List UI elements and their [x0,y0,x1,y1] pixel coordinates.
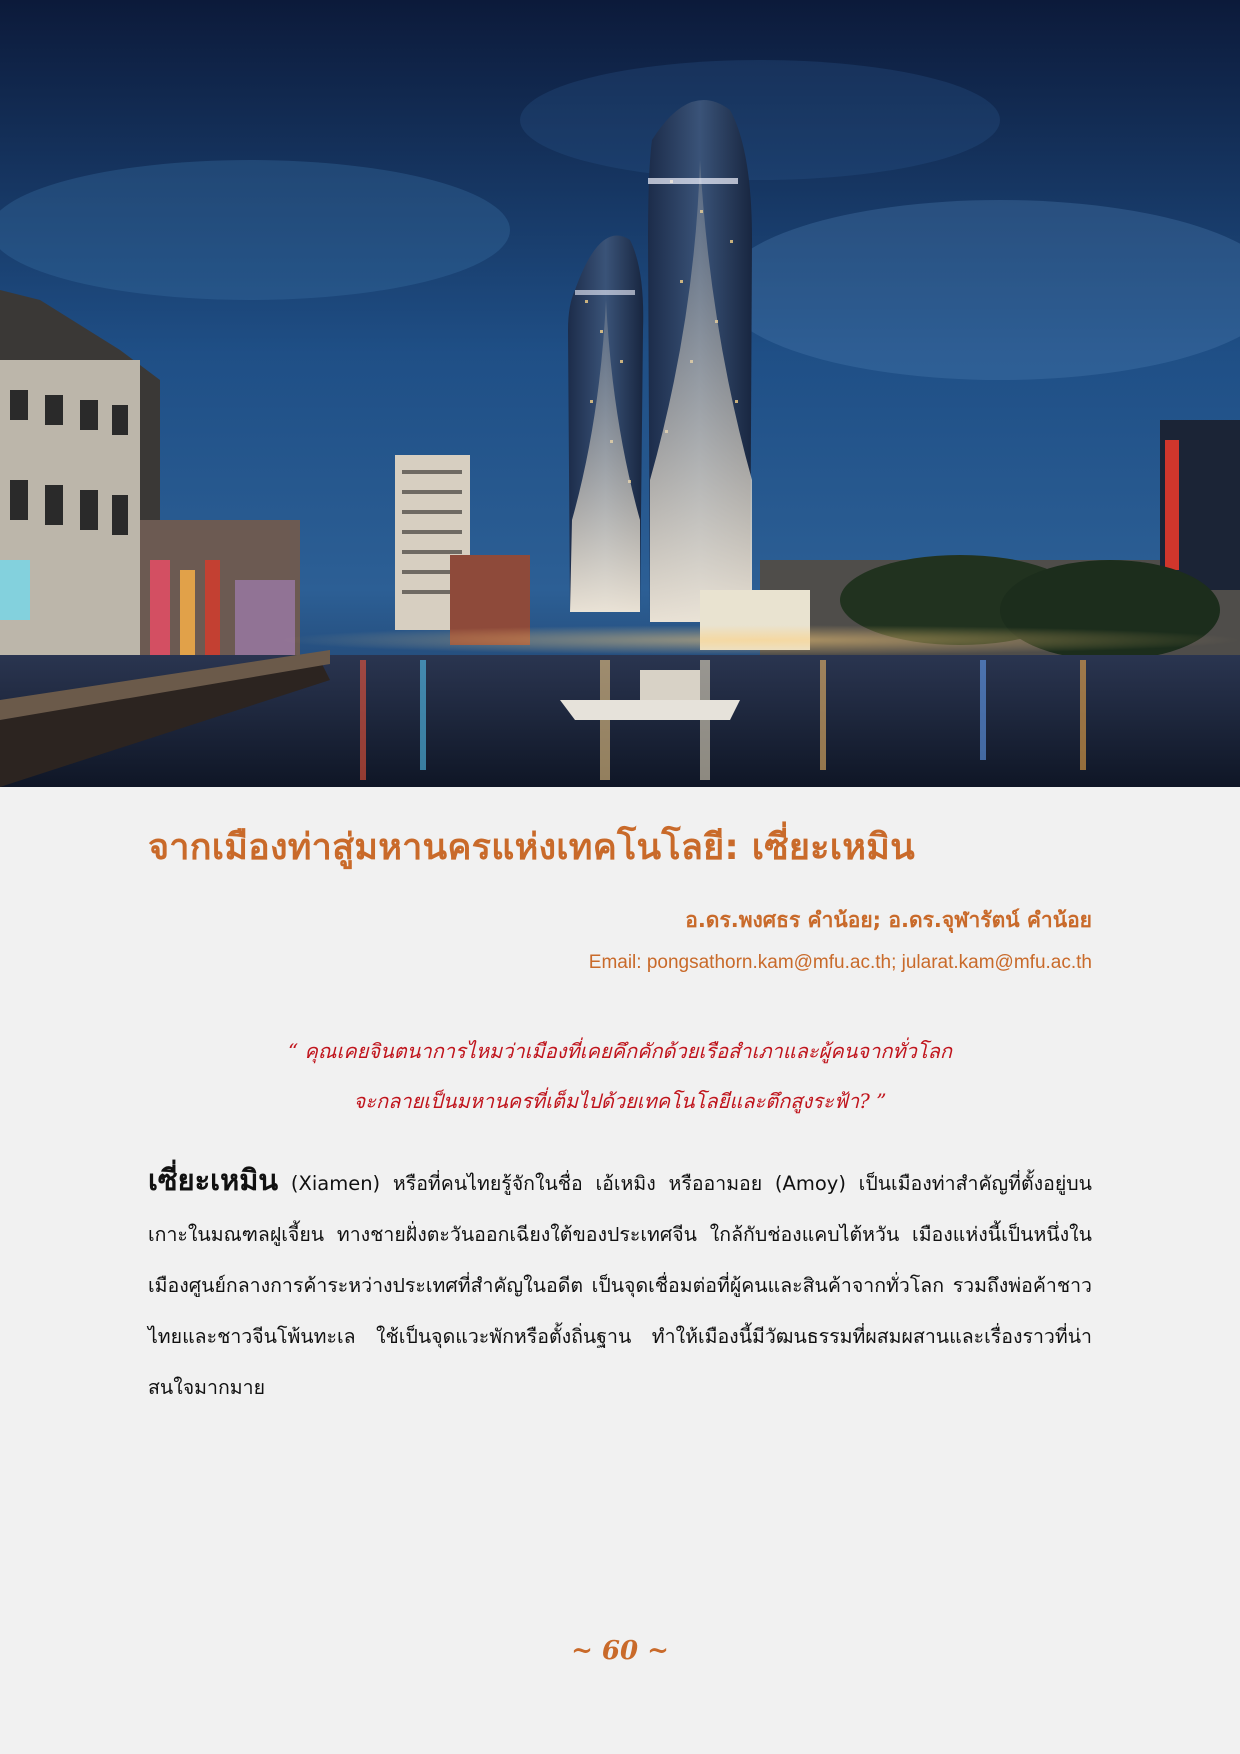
page-number: ~ 60 ~ [571,1636,669,1666]
article-authors: อ.ดร.พงศธร คำน้อย; อ.ดร.จุฬารัตน์ คำน้อย [685,908,1092,932]
article-title: จากเมืองท่าสู่มหานครแห่งเทคโนโลยี: เซี่ยะเหมิน [148,827,915,868]
body-paragraph: (Xiamen) หรือที่คนไทยรู้จักในชื่อ เอ้เหมิง หรืออามอย (Amoy) เป็นเมืองท่าสำคัญที่ตั้งอยู่บนเกาะในมณฑลฝูเจี้ยน ทางชายฝั่งตะวันออกเฉียงใต้ของประเทศจีน ใกล้กับช่องแคบไต้หวัน เมืองแห่งนี้เป็นหนึ่งในเมืองศูนย์กลางการค้าระหว่างประเทศที่สำคัญในอดีต เป็นจุดเชื่อมต่อที่ผู้คนและสินค้าจากทั่วโลก รวมถึงพ่อค้าชาวไทยและชาวจีนโพ้นทะเล ใช้เป็นจุดแวะพักหรือตั้งถิ่นฐาน ทำให้เมืองนี้มีวัฒนธรรมที่ผสมผสานและเรื่องราวที่น่าสนใจมากมาย [148,1172,1092,1399]
article-body [148,1155,1092,1413]
pull-quote-line-2: จะกลายเป็นมหานครที่เต็มไปด้วยเทคโนโลยีและตึกสูงระฟ้า? ” [353,1089,887,1113]
author-email: Email: pongsathorn.kam@mfu.ac.th; jularat.kam@mfu.ac.th [588,952,1092,973]
lead-word: เซี่ยะเหมิน [148,1163,279,1197]
pull-quote-line-1: “ คุณเคยจินตนาการไหมว่าเมืองที่เคยคึกคักด้วยเรือสำเภาและผู้คนจากทั่วโลก [287,1039,953,1063]
hero-photo [0,0,1240,787]
city-night-skyline-image [0,0,1240,787]
